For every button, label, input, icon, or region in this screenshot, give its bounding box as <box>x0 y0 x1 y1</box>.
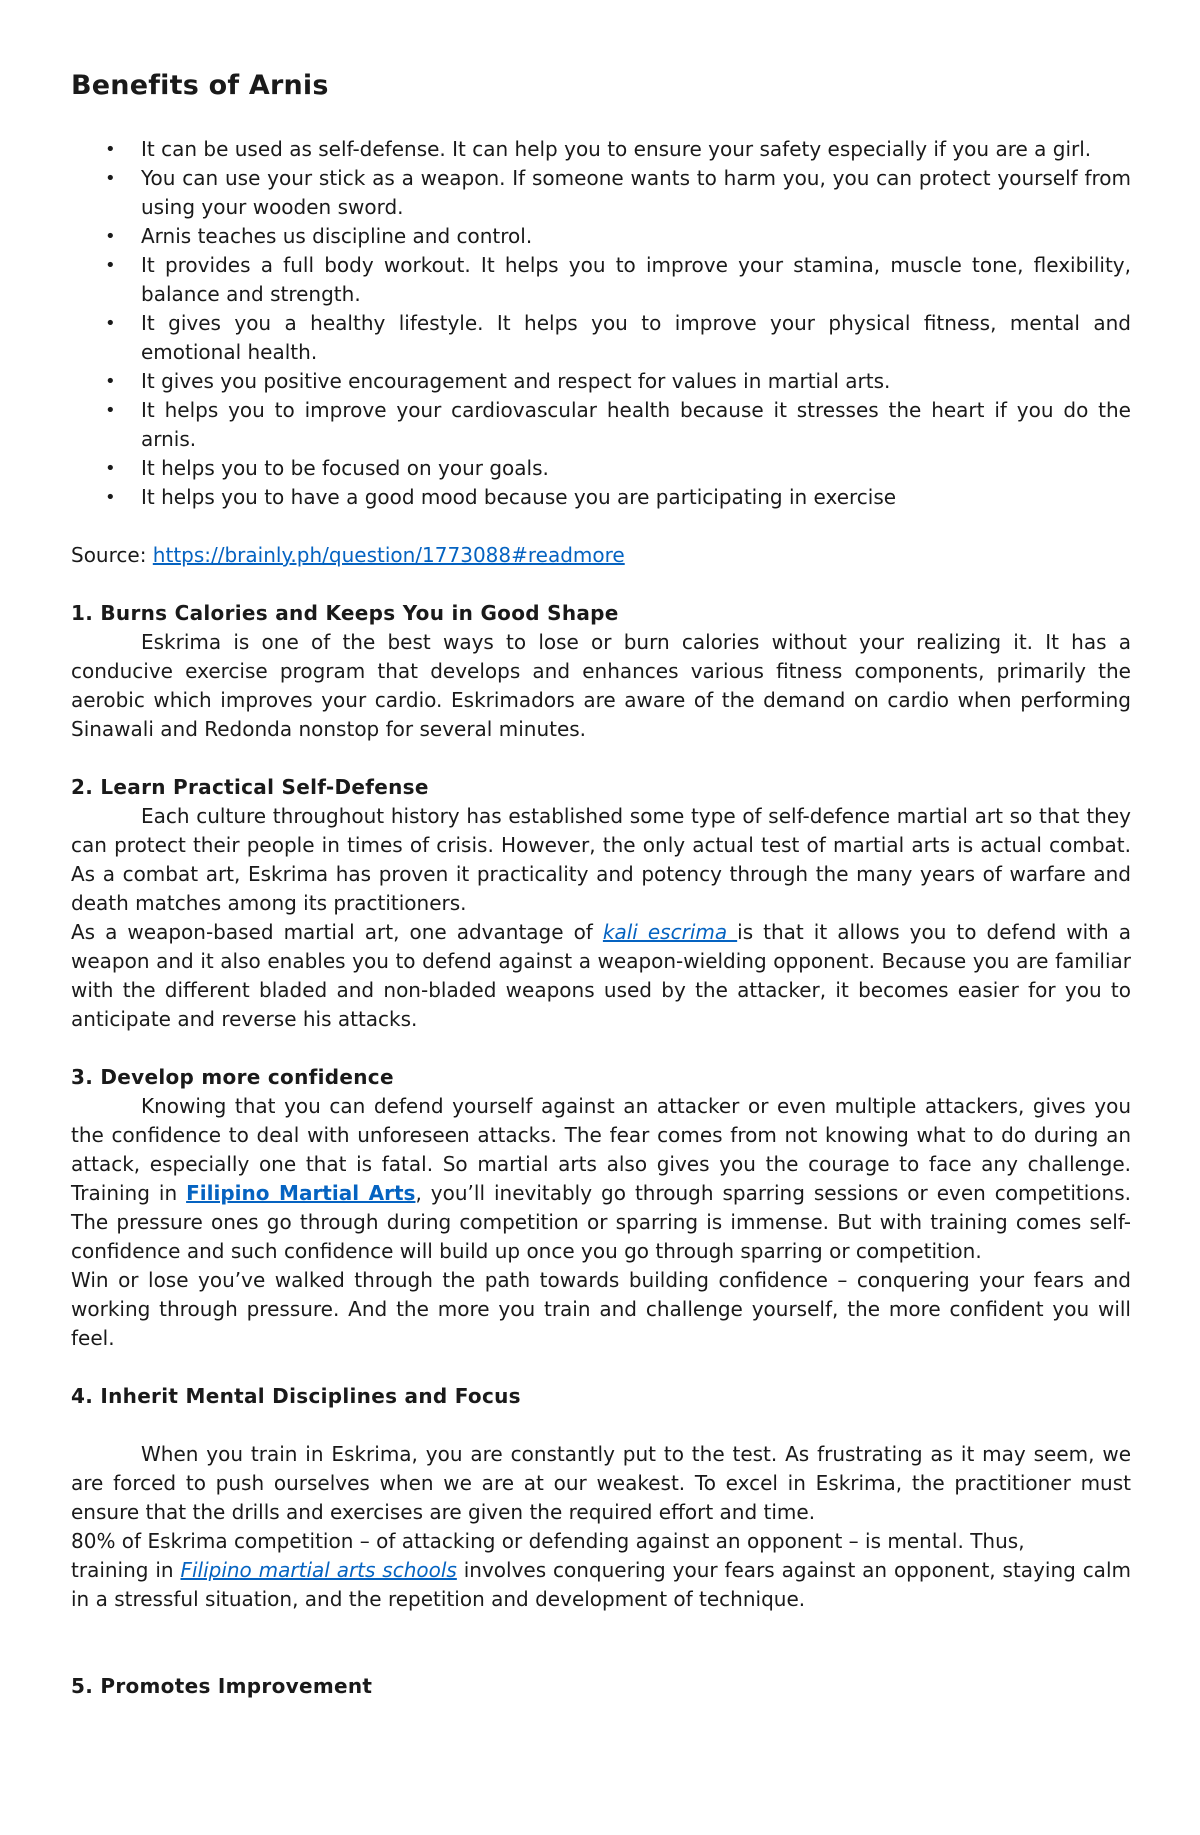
document-title: Benefits of Arnis <box>71 70 329 101</box>
source-line <box>71 541 1131 570</box>
list-item: • It can be used as self-defense. It can help you to ensure your safety especially if you are a girl. <box>71 135 1131 164</box>
list-item: • Arnis teaches us discipline and control. <box>71 222 1131 251</box>
bullet-icon: • <box>105 371 116 392</box>
list-item: • It provides a full body workout. It helps you to improve your stamina, muscle tone, flexibility, balance and strength. <box>105 253 1131 306</box>
kali-escrima-link[interactable]: kali escrima <box>602 920 738 944</box>
section-paragraph: Each culture throughout history has established some type of self-defence martial art so that they can protect their people in times of crisis. However, the only actual test of martial arts is actual combat. As a combat art, Eskrima has proven it practicality and potency through the many years of warfare and death matches among its practitioners. <box>71 804 1131 915</box>
section-paragraph: Knowing that you can defend yourself against an attacker or even multiple attackers, gives you the confidence to deal with unforeseen attacks. The fear comes from not knowing what to do during an attack, especially one that is fatal. So martial arts also gives you the courage to face any challenge. Training in Filipino Martial Arts, you’ll inevitably go through sparring sessions or even competitions. The pressure ones go through during competition or sparring is immense. But with training comes self-confidence and such confidence will build up once you go through sparring or competition. <box>71 1094 1131 1263</box>
benefits-list <box>71 135 1131 512</box>
filipino-martial-arts-link[interactable]: Filipino Martial Arts <box>186 1181 416 1205</box>
list-item: • It helps you to have a good mood because you are participating in exercise <box>71 483 1131 512</box>
bullet-icon: • <box>105 139 116 160</box>
martial-arts-schools-link[interactable]: Filipino martial arts schools <box>180 1558 457 1582</box>
bullet-icon: • <box>105 168 116 189</box>
section-paragraph: As a weapon-based martial art, one advantage of kali escrima is that it allows you to defend with a weapon and it also enables you to defend against a weapon-wielding opponent. Because you are familiar with the different bladed and non-bladed weapons used by the attacker, it becomes easier for you to anticipate and reverse his attacks. <box>71 920 1132 1031</box>
section-paragraph: Eskrima is one of the best ways to lose or burn calories without your realizing it. It has a conducive exercise program that develops and enhances various fitness components, primarily the aerobic which improves your cardio. Eskrimadors are aware of the demand on cardio when performing Sinawali and Redonda nonstop for several minutes. <box>71 630 1131 741</box>
section-title-promotes-improvement: 5. Promotes Improvement <box>71 1674 373 1698</box>
document-page <box>71 62 1131 1701</box>
section-paragraph: 80% of Eskrima competition – of attacking or defending against an opponent – is mental. Thus, <box>71 1529 1025 1553</box>
section-title-burns-calories: 1. Burns Calories and Keeps You in Good Shape <box>71 601 619 625</box>
bullet-icon: • <box>105 255 116 276</box>
list-item: • It helps you to be focused on your goals. <box>71 454 1131 483</box>
section-title-confidence: 3. Develop more confidence <box>71 1065 394 1089</box>
bullet-icon: • <box>105 458 116 479</box>
bullet-icon: • <box>105 487 116 508</box>
list-item: • It gives you positive encouragement and respect for values in martial arts. <box>71 367 1131 396</box>
list-item: • It gives you a healthy lifestyle. It helps you to improve your physical fitness, mental and emotional health. <box>105 311 1131 364</box>
list-item: • It helps you to improve your cardiovascular health because it stresses the heart if you do the arnis. <box>105 398 1131 451</box>
section-title-mental-disciplines: 4. Inherit Mental Disciplines and Focus <box>71 1384 521 1408</box>
bullet-icon: • <box>105 226 116 247</box>
list-item: • You can use your stick as a weapon. If someone wants to harm you, you can protect yourself from using your wooden sword. <box>105 166 1131 219</box>
source-label: Source: <box>71 543 153 567</box>
section-paragraph: training in Filipino martial arts schools involves conquering your fears against an opponent, staying calm in a stressful situation, and the repetition and development of technique. <box>71 1558 1131 1611</box>
bullet-icon: • <box>105 313 116 334</box>
bullet-icon: • <box>105 400 116 421</box>
section-paragraph: When you train in Eskrima, you are constantly put to the test. As frustrating as it may seem, we are forced to push ourselves when we are at our weakest. To excel in Eskrima, the practitioner must ensure that the drills and exercises are given the required effort and time. <box>71 1442 1131 1524</box>
source-link[interactable]: https://brainly.ph/question/1773088#readmore <box>152 543 625 567</box>
section-title-self-defense: 2. Learn Practical Self-Defense <box>71 775 429 799</box>
section-paragraph: Win or lose you’ve walked through the path towards building confidence – conquering your fears and working through pressure. And the more you train and challenge yourself, the more confident you will feel. <box>71 1268 1131 1350</box>
